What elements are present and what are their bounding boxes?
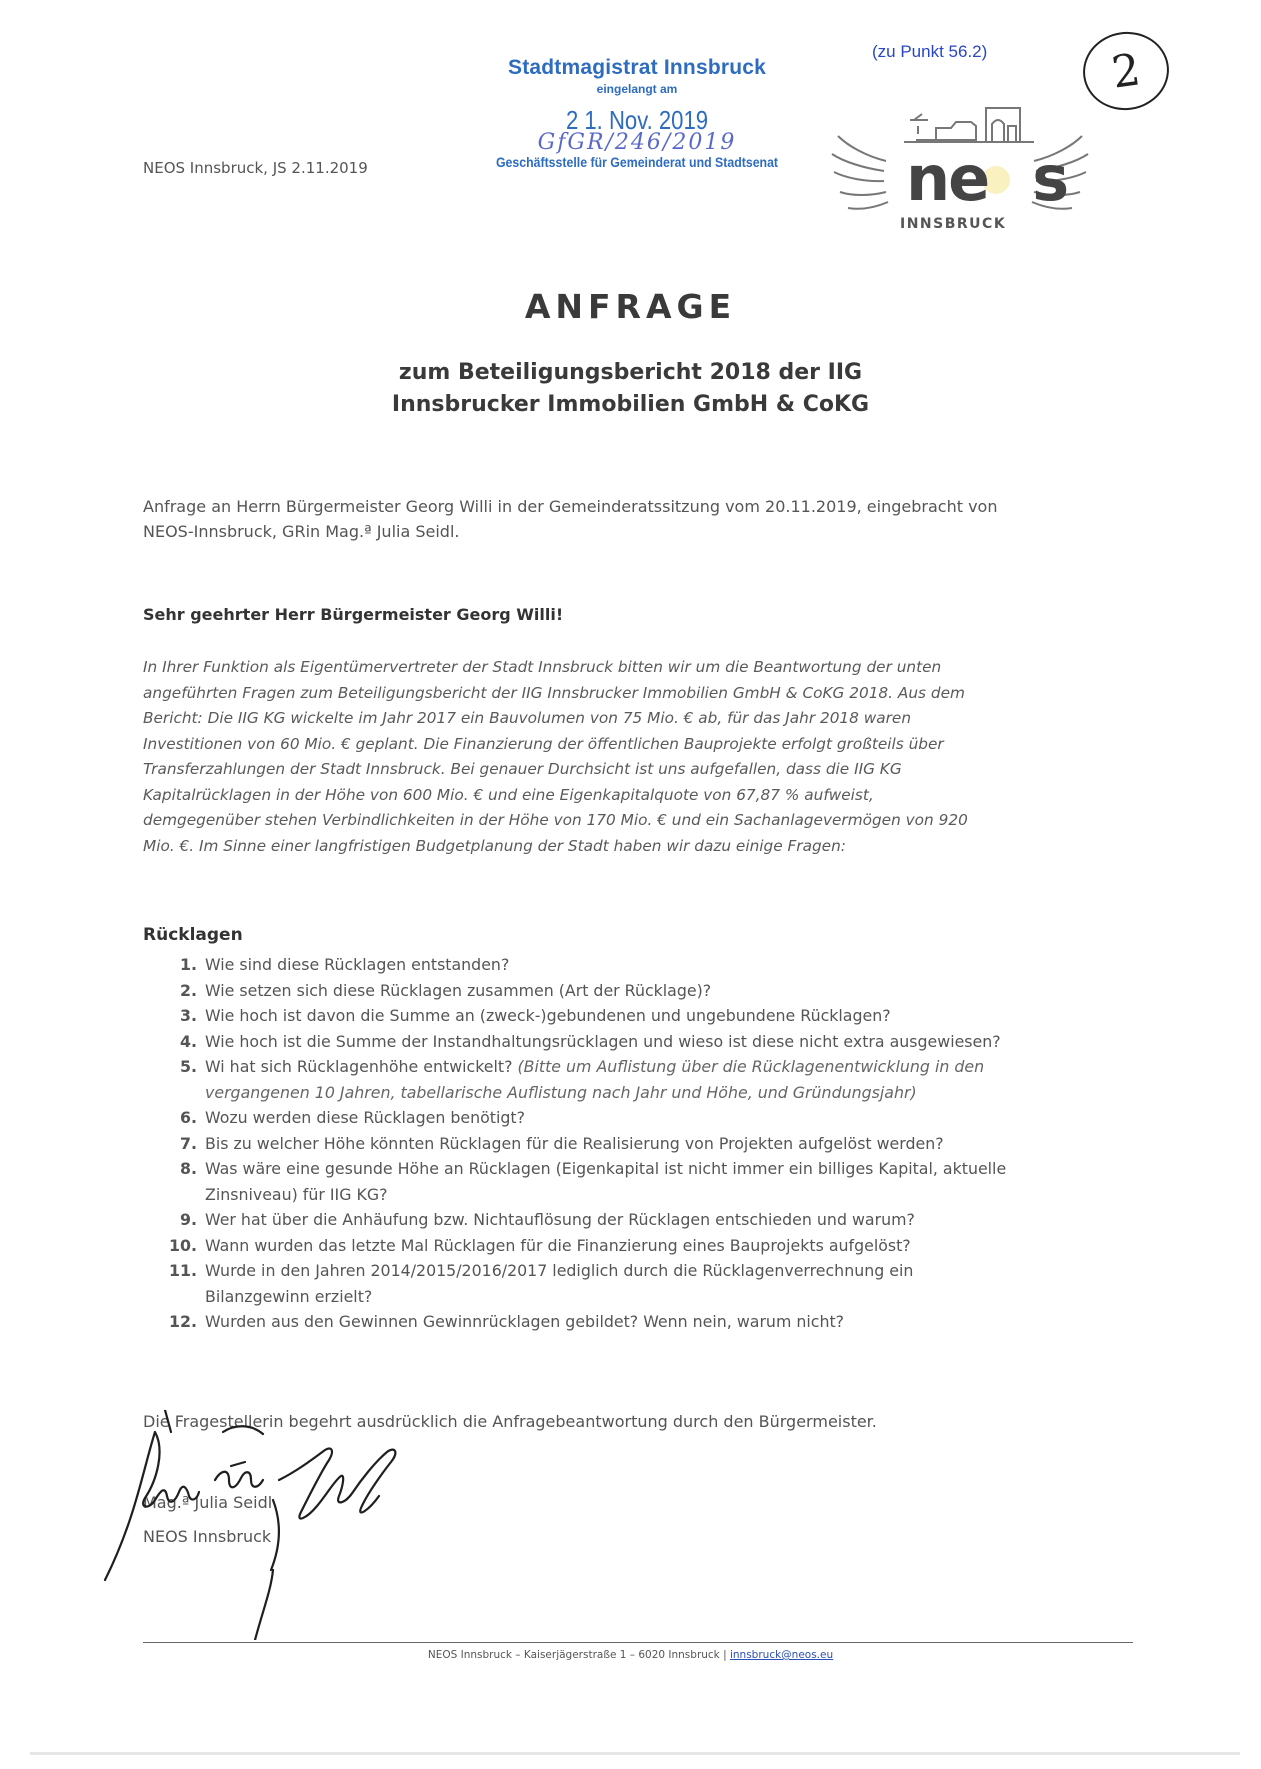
body-line: Kapitalrücklagen in der Höhe von 600 Mio. € und eine Eigenkapitalquote von 67,87 % aufweist, [143, 785, 874, 804]
signature-organization: NEOS Innsbruck [143, 1527, 272, 1546]
subtitle-line-1: zum Beteiligungsbericht 2018 der IIG [398, 360, 863, 385]
intro-paragraph [143, 494, 1123, 544]
list-item [143, 1309, 1143, 1335]
sender-date: NEOS Innsbruck, JS 2.11.2019 [143, 159, 368, 177]
question-text-main: Was wäre eine gesunde Höhe an Rücklagen (Eigenkapital ist nicht immer ein billiges Kapital, aktuelle [205, 1159, 1007, 1178]
question-text-cont: Bilanzgewinn erzielt? [205, 1286, 373, 1306]
section-heading: Rücklagen [143, 925, 243, 945]
footer-address: NEOS Innsbruck – Kaiserjägerstraße 1 – 6020 Innsbruck | [427, 1649, 730, 1661]
question-text-main: Wurde in den Jahren 2014/2015/2016/2017 lediglich durch die Rücklagenverrechnung ein [205, 1261, 914, 1280]
stamp-title: Stadtmagistrat Innsbruck [507, 56, 767, 79]
document-subtitle [0, 357, 1261, 421]
question-number: 11. [169, 1261, 197, 1280]
question-text: Wer hat über die Anhäufung bzw. Nichtauflösung der Rücklagen entschieden und warum? [205, 1210, 915, 1229]
footer-divider [143, 1642, 1133, 1643]
list-item [143, 1233, 1143, 1259]
question-text: Wann wurden das letzte Mal Rücklagen für die Finanzierung eines Bauprojekts aufgelöst? [205, 1235, 911, 1255]
body-line: Transferzahlungen der Stadt Innsbruck. Bei genauer Durchsicht ist uns aufgefallen, dass die IIG KG [143, 760, 902, 778]
question-text: Wie setzen sich diese Rücklagen zusammen (Art der Rücklage)? [205, 980, 712, 1000]
question-text: Bis zu welcher Höhe könnten Rücklagen für die Realisierung von Projekten aufgelöst werden? [205, 1133, 944, 1153]
received-stamp [472, 56, 802, 170]
question-text [205, 1156, 1143, 1207]
body-line: Mio. €. Im Sinne einer langfristigen Budgetplanung der Stadt haben wir dazu einige Fragen: [143, 836, 846, 855]
question-list [143, 952, 1143, 1335]
question-number: 5. [180, 1057, 197, 1076]
intro-line-1: Anfrage an Herrn Bürgermeister Georg Willi in der Gemeinderatssitzung vom 20.11.2019, eingebracht von [143, 497, 998, 516]
question-text [205, 1054, 1143, 1105]
question-number: 2. [180, 980, 197, 1000]
scan-edge [30, 1752, 1240, 1755]
body-line: demgegenüber stehen Verbindlichkeiten in der Höhe von 170 Mio. € und ein Sachanlagevermögen von 920 [143, 811, 968, 829]
logo-word [906, 142, 1068, 215]
handwritten-signature-icon [95, 1410, 515, 1640]
list-item [143, 978, 1143, 1004]
logo-word-right: s [1032, 142, 1068, 215]
document-title: ANFRAGE [524, 287, 737, 326]
question-number: 7. [180, 1133, 197, 1153]
list-item [143, 1207, 1143, 1233]
question-number: 6. [180, 1108, 197, 1127]
question-text-main: Wi hat sich Rücklagenhöhe entwickelt? [205, 1057, 513, 1076]
question-text: Wurden aus den Gewinnen Gewinnrücklagen gebildet? Wenn nein, warum nicht? [205, 1312, 845, 1331]
list-item [143, 1054, 1143, 1105]
question-number: 9. [180, 1210, 197, 1229]
greeting: Sehr geehrter Herr Bürgermeister Georg Willi! [143, 605, 564, 624]
question-text [205, 1258, 1143, 1309]
intro-line-2: NEOS-Innsbruck, GRin Mag.ª Julia Seidl. [143, 522, 460, 541]
list-item [143, 1131, 1143, 1157]
question-number: 4. [180, 1031, 197, 1051]
handwritten-page-number: 2 [1078, 26, 1174, 115]
list-item [143, 1258, 1143, 1309]
agenda-note: (zu Punkt 56.2) [872, 42, 988, 61]
stamp-office: Geschäftsstelle für Gemeinderat und Stadtsenat [495, 154, 779, 170]
list-item [143, 1029, 1143, 1055]
question-text-cont: Zinsniveau) für IIG KG? [205, 1184, 388, 1204]
body-paragraph [143, 655, 1098, 859]
logo-word-left: ne [906, 142, 989, 215]
body-line: Bericht: Die IIG KG wickelte im Jahr 2017 ein Bauvolumen von 75 Mio. € ab, für das Jahr 2018 waren [143, 709, 912, 727]
stamp-date: 2 1. Nov. 2019 [565, 105, 709, 135]
stamp-file-number: GfGR/246/2019 [537, 130, 737, 155]
question-text: Wie hoch ist davon die Summe an (zweck-)gebundenen und ungebundene Rücklagen? [205, 1006, 891, 1025]
footer [0, 1649, 1261, 1661]
question-number: 12. [169, 1312, 197, 1331]
question-note: vergangenen 10 Jahren, tabellarische Auflistung nach Jahr und Höhe, und Gründungsjahr) [205, 1082, 917, 1102]
signature-name: Mag.ª Julia Seidl [143, 1493, 273, 1512]
question-text: Wie hoch ist die Summe der Instandhaltungsrücklagen und wieso ist diese nicht extra ausgewiesen? [205, 1031, 1001, 1051]
body-line: angeführten Fragen zum Beteiligungsbericht der IIG Innsbrucker Immobilien GmbH & CoKG 2018. Aus dem [143, 683, 965, 702]
footer-email-link[interactable]: innsbruck@neos.eu [729, 1649, 834, 1661]
question-text: Wie sind diese Rücklagen entstanden? [205, 955, 510, 974]
question-note: (Bitte um Auflistung über die Rücklagenentwicklung in den [517, 1057, 985, 1076]
question-text: Wozu werden diese Rücklagen benötigt? [205, 1108, 525, 1127]
body-line: In Ihrer Funktion als Eigentümervertreter der Stadt Innsbruck bitten wir um die Beantwortung der unten [143, 658, 942, 676]
stamp-received-label: eingelangt am [596, 82, 678, 96]
list-item [143, 1003, 1143, 1029]
question-number: 10. [169, 1235, 197, 1255]
closing-sentence: Die Fragestellerin begehrt ausdrücklich die Anfragebeantwortung durch den Bürgermeister. [143, 1412, 877, 1431]
question-number: 3. [180, 1006, 197, 1025]
logo-city: INNSBRUCK [900, 216, 1007, 232]
question-number: 8. [180, 1159, 197, 1178]
question-number: 1. [180, 955, 197, 974]
list-item [143, 952, 1143, 978]
list-item [143, 1156, 1143, 1207]
body-line: Investitionen von 60 Mio. € geplant. Die Finanzierung der öffentlichen Bauprojekte erfolgt großteils über [143, 734, 944, 753]
subtitle-line-2: Innsbrucker Immobilien GmbH & CoKG [391, 392, 870, 417]
list-item [143, 1105, 1143, 1131]
